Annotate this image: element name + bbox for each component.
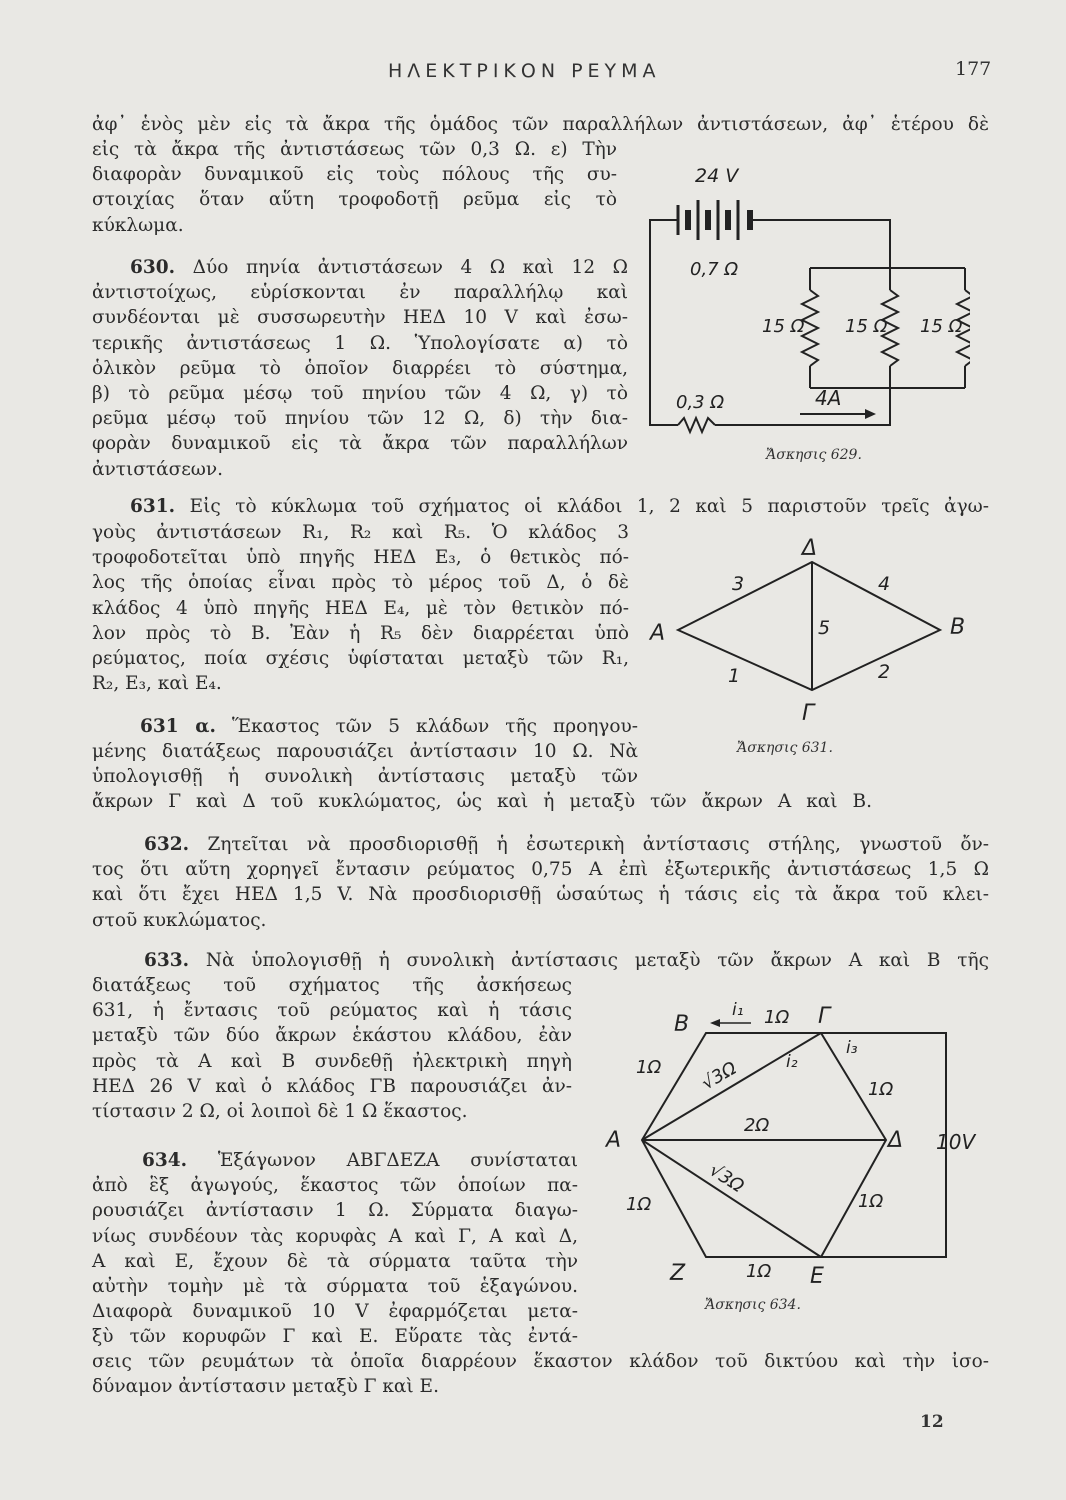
signature-mark: 12: [920, 1412, 944, 1432]
circuit-wire: [642, 1140, 821, 1257]
resistance-label: 1Ω: [746, 1261, 772, 1282]
exercise-634: [92, 1148, 578, 1350]
resistance-label: 2Ω: [744, 1115, 770, 1136]
battery-icon: [678, 200, 750, 240]
text-span: Νὰ ὑπολογισθῇ ἡ συνολικὴ ἀντίστασις μεταξὺ τῶν ἄκρων Α καὶ Β τῆς: [205, 950, 989, 971]
circuit-wire: [642, 1033, 821, 1140]
current-label: 4A: [815, 386, 842, 410]
text-line: [92, 255, 628, 280]
text-line: [92, 714, 638, 739]
text-line: ρεῦμα μέσῳ τοῦ πηνίου τῶν 12 Ω, δ) τὴν δια-: [92, 408, 628, 430]
text-line: ΗΕΔ 26 V καὶ ὁ κλάδος ΓΒ παρουσιάζει ἀν-: [92, 1075, 572, 1097]
node-label: Ζ: [670, 1261, 686, 1286]
resistor-label: 15 Ω: [920, 316, 963, 337]
running-title: ΗΛΕΚΤΡΙΚΟΝ ΡΕΥΜΑ: [388, 60, 661, 82]
text-line: αὐτὴν τομὴν μὲ τὰ σύρματα τοῦ ἑξαγώνου.: [92, 1276, 578, 1298]
text-line: τροφοδοτεῖται ὑπὸ πηγῆς ΗΕΔ E₃, ὁ θετικὸς πό-: [92, 547, 629, 569]
internal-resistance-label: 0,7 Ω: [690, 259, 739, 280]
resistance-label: 1Ω: [636, 1057, 662, 1078]
node-label: Ε: [810, 1264, 824, 1289]
text-line: σεις τῶν ρευμάτων τὰ ὁποῖα διαρρέουν ἕκαστον κλάδον τοῦ δικτύου καὶ τὴν ἰσο-: [92, 1351, 989, 1372]
resistor-label: 15 Ω: [762, 316, 805, 337]
text-line: [92, 832, 989, 857]
exercise-number: 631.: [130, 496, 176, 517]
text-line: τος ὅτι αὕτη χορηγεῖ ἔντασιν ρεύματος 0,75 Α ἐπὶ ἐξωτερικῆς ἀντιστάσεως 1,5 Ω: [92, 859, 989, 881]
node-label: Δ: [802, 536, 818, 561]
text-line: εἰς τὰ ἄκρα τῆς ἀντιστάσεως τῶν 0,3 Ω. ε) Τὴν: [92, 139, 617, 160]
circuit-wire: [715, 388, 890, 425]
resistance-label: √3Ω: [705, 1159, 748, 1198]
text-line: λον πρὸς τὸ Β. Ἐὰν ἡ R₅ δὲν διαρρέεται ὑπὸ: [92, 622, 629, 644]
text-line: ἄκρων Γ καὶ Δ τοῦ κυκλώματος, ὡς καὶ ἡ μεταξὺ τῶν ἄκρων Α καὶ Β.: [92, 791, 872, 812]
circuit-wire: [678, 562, 940, 690]
text-line: δύναμον ἀντίστασιν μεταξὺ Γ καὶ Ε.: [92, 1376, 439, 1398]
text-line: τίστασιν 2 Ω, οἱ λοιποὶ δὲ 1 Ω ἕκαστος.: [92, 1101, 468, 1123]
text-line: νίως συνδέουν τὰς κορυφὰς Α καὶ Γ, Α καὶ Δ,: [92, 1225, 578, 1247]
resistance-label: √3Ω: [698, 1057, 741, 1095]
resistance-label: 1Ω: [764, 1007, 790, 1028]
text-span: Εἰς τὸ κύκλωμα τοῦ σχήματος οἱ κλάδοι 1, 2 καὶ 5 παριστοῦν τρεῖς ἀγω-: [189, 496, 989, 517]
exercise-number: 631 α.: [140, 716, 216, 737]
branch-label: 2: [878, 661, 891, 683]
exercise-number: 633.: [144, 950, 190, 971]
text-line: διαφορὰν δυναμικοῦ εἰς τοὺς πόλους τῆς συ-: [92, 164, 617, 186]
arrowhead-icon: [710, 1019, 720, 1027]
resistance-label: 1Ω: [858, 1191, 884, 1212]
text-line: γοὺς ἀντιστάσεων R₁, R₂ καὶ R₅. Ὁ κλάδος 3: [92, 522, 629, 543]
resistance-label: 1Ω: [868, 1079, 894, 1100]
intro-paragraph-full: [92, 112, 989, 137]
exercise-634-tail: [92, 1349, 989, 1399]
node-label: Β: [950, 615, 966, 640]
node-label: Δ: [888, 1128, 904, 1153]
exercise-number: 630.: [130, 257, 176, 278]
text-line: Α καὶ Ε, ἔχουν δὲ τὰ σύρματα ταῦτα τὴν: [92, 1250, 578, 1272]
text-line: πρὸς τὰ Α καὶ Β συνδεθῇ ἠλεκτρικὴ πηγὴ: [92, 1050, 572, 1072]
circuit-wire: [750, 220, 890, 268]
text-line: συνδέονται μὲ συσσωρευτὴν ΗΕΔ 10 V καὶ ἐσω-: [92, 307, 628, 329]
text-line: R₂, E₃, καὶ E₄.: [92, 673, 222, 695]
node-label: Γ: [802, 701, 815, 726]
text-line: φορὰν δυναμικοῦ εἰς τὰ ἄκρα τῶν παραλλήλων: [92, 433, 628, 455]
exercise-number: 632.: [144, 834, 190, 855]
exercise-633-first-line: [144, 948, 989, 973]
text-line: διατάξεως τοῦ σχήματος τῆς ἀσκήσεως: [92, 975, 572, 996]
text-line: [92, 1148, 578, 1173]
text-line: ρουσιάζει ἀντίστασιν 1 Ω. Σύρματα διαγω-: [92, 1200, 578, 1222]
resistance-label: 10V: [936, 1130, 976, 1154]
emf-label: 24 V: [695, 165, 739, 187]
text-line: στοιχίας ὅταν αὕτη τροφοδοτῇ ρεῦμα εἰς τὸ: [92, 189, 617, 211]
exercise-631a-last-line: [92, 789, 872, 814]
node-label: Β: [674, 1012, 690, 1037]
text-line: [130, 494, 989, 519]
external-resistance-label: 0,3 Ω: [676, 392, 725, 413]
current-label: i₂: [786, 1052, 798, 1072]
text-span: Ἕκαστος τῶν 5 κλάδων τῆς προηγου-: [231, 716, 638, 737]
exercise-632: [92, 832, 989, 933]
branch-label: 4: [878, 573, 891, 595]
exercise-631-first-line: [130, 494, 989, 519]
branch-label: 1: [728, 665, 741, 687]
text-line: κύκλωμα.: [92, 214, 184, 236]
text-line: β) τὸ ρεῦμα μέσῳ τοῦ πηνίου τῶν 4 Ω, γ) τὸ: [92, 383, 628, 405]
figure-631-caption: Ἄσκησις 631.: [737, 740, 833, 756]
text-line: ξὺ τῶν κορυφῶν Γ καὶ Ε. Εὕρατε τὰς ἐντά-: [92, 1326, 578, 1348]
arrowhead-icon: [865, 409, 876, 419]
text-line: ἀφ᾽ ἑνὸς μὲν εἰς τὰ ἄκρα τῆς ὁμάδος τῶν παραλλήλων ἀντιστάσεων, ἀφ᾽ ἑτέρου δὲ: [92, 114, 989, 135]
exercise-630: [92, 255, 628, 482]
branch-label: 5: [818, 617, 831, 639]
page-number: 177: [955, 58, 992, 80]
branch-label: 3: [732, 573, 745, 595]
text-line: ἀπὸ ἓξ ἀγωγούς, ἕκαστος τῶν ὁποίων πα-: [92, 1175, 578, 1197]
resistance-label: 1Ω: [626, 1194, 652, 1215]
text-span: Ἑξάγωνον ΑΒΓΔΕΖΑ συνίσταται: [217, 1150, 578, 1171]
resistor-icon: [678, 418, 715, 432]
current-label: i₁: [732, 1000, 744, 1020]
circuit-wire: [650, 220, 678, 425]
exercise-633: [92, 973, 572, 1124]
figure-629-circuit: [640, 160, 970, 440]
text-line: καὶ ὅτι ἔχει ΗΕΔ 1,5 V. Νὰ προσδιορισθῇ ὡσαύτως ἡ τάσις εἰς τὰ ἄκρα τοῦ κλει-: [92, 884, 989, 906]
figure-634-hexagon-network: [596, 995, 990, 1295]
node-label: Α: [606, 1128, 622, 1153]
text-span: Ζητεῖται νὰ προσδιορισθῇ ἡ ἐσωτερικὴ ἀντίστασις στήλης, γνωστοῦ ὄν-: [207, 834, 989, 855]
text-line: Διαφορὰ δυναμικοῦ 10 V ἐφαρμόζεται μετα-: [92, 1301, 578, 1323]
text-line: κλάδος 4 ὑπὸ πηγῆς ΗΕΔ E₄, μὲ τὸν θετικὸν πό-: [92, 597, 629, 619]
resistor-label: 15 Ω: [845, 316, 888, 337]
text-line: ὁλικὸν ρεῦμα τὸ ὁποῖον διαρρέει τὸ σύστημα,: [92, 357, 628, 379]
text-line: μένης διατάξεως παρουσιάζει ἀντίστασιν 10 Ω. Νὰ: [92, 741, 638, 763]
current-label: i₃: [846, 1038, 858, 1058]
figure-629-caption: Ἄσκησις 629.: [766, 447, 862, 463]
node-label: Α: [650, 621, 666, 646]
exercise-631: [92, 520, 629, 696]
text-line: [144, 948, 989, 973]
page-header: [0, 58, 1066, 88]
text-line: τερικῆς ἀντιστάσεως 1 Ω. Ὑπολογίσατε α) τὸ: [92, 332, 628, 354]
text-line: στοῦ κυκλώματος.: [92, 909, 267, 931]
text-line: ρεύματος, ποία σχέσις ὑφίσταται μεταξὺ τῶν R₁,: [92, 648, 629, 670]
text-line: λος τῆς ὁποίας εἶναι πρὸς τὸ μέρος τοῦ Δ, ὁ δὲ: [92, 572, 629, 594]
text-line: 631, ἡ ἔντασις τοῦ ρεύματος καὶ ἡ τάσις: [92, 1000, 572, 1022]
text-span: Δύο πηνία ἀντιστάσεων 4 Ω καὶ 12 Ω: [192, 257, 628, 278]
figure-634-caption: Ἄσκησις 634.: [705, 1297, 801, 1313]
node-label: Γ: [818, 1004, 831, 1029]
text-line: ἀντιστάσεων.: [92, 458, 224, 480]
text-line: ὑπολογισθῇ ἡ συνολικὴ ἀντίστασις μεταξὺ τῶν: [92, 766, 638, 788]
exercise-631a: [92, 714, 638, 790]
text-line: ἀντιστοίχως, εὑρίσκονται ἐν παραλλήλῳ καὶ: [92, 282, 628, 304]
text-line: μεταξὺ τῶν δύο ἄκρων ἑκάστου κλάδου, ἐὰν: [92, 1025, 572, 1047]
intro-paragraph: [92, 137, 617, 238]
exercise-number: 634.: [142, 1150, 188, 1171]
resistor-icon: [802, 290, 818, 366]
figure-631-circuit: [640, 530, 980, 730]
